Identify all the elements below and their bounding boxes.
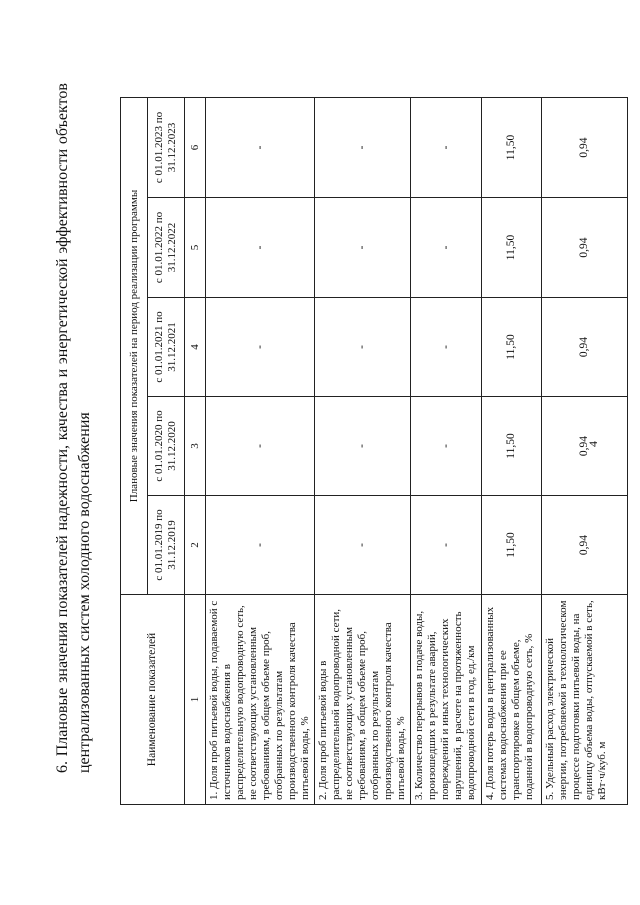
heading-line-2: централизованных систем холодного водоснабжения [76,412,93,773]
header-period-2019: с 01.01.2019 по 31.12.2019 [148,496,185,595]
table-row [411,97,482,804]
indicator-name: 4. Доля потерь воды в централизованных системах водоснабжения при ее транспортировке в общем объеме, поданной в водопроводную сеть, % [482,595,542,805]
header-planned-values: Плановые значения показателей на период реализации программы [121,97,148,594]
header-period-2023: с 01.01.2023 по 31.12.2023 [148,97,185,197]
table-row [315,97,411,804]
heading-word: 6. [54,761,71,773]
value-cell: 0,94 [542,298,628,397]
column-number: 5 [185,198,206,298]
value-cell: 11,50 [482,397,542,496]
indicators-table [120,97,628,805]
value-cell: - [206,97,315,197]
value-cell: - [411,97,482,197]
column-number: 6 [185,97,206,197]
value-cell: - [411,397,482,496]
value-cell: 0,94 [542,198,628,298]
header-period-2021: с 01.01.2021 по 31.12.2021 [148,298,185,397]
column-number: 2 [185,496,206,595]
table-row [482,97,542,804]
value-cell: - [315,298,411,397]
heading-word: показателей [54,535,71,618]
heading-word: энергетической [54,258,71,365]
value-cell: - [206,496,315,595]
heading-line-1 [52,83,74,773]
value-cell: 11,50 [482,298,542,397]
heading-word: эффективности [54,148,71,254]
header-indicator-name: Наименование показателей [121,595,185,805]
value-cell: 11,50 [482,198,542,298]
table-row [542,97,628,804]
value-cell: - [206,198,315,298]
value-cell: - [315,397,411,496]
value-cell: 11,50 [482,97,542,197]
heading-word: Плановые [54,687,71,757]
indicator-name: 5. Удельный расход электрической энергии, потребляемой в технологическом процессе подготовки питьевой воды, на единицу объема воды, отпускаемой в сеть, кВт·ч/куб. м [542,595,628,805]
heading-word: значения [54,621,71,683]
column-number: 3 [185,397,206,496]
value-cell: - [206,397,315,496]
value-cell: 0,94 [542,496,628,595]
value-cell: 0,94 [542,97,628,197]
value-cell: - [411,298,482,397]
value-cell: - [315,198,411,298]
heading-word: объектов [54,83,71,145]
value-cell: - [411,198,482,298]
value-cell: - [411,496,482,595]
heading-word: качества [54,382,71,441]
heading-word: надежности, [54,444,71,531]
value-cell: - [315,496,411,595]
value-cell: 11,50 [482,496,542,595]
column-number: 4 [185,298,206,397]
value-cell: 0,94 [542,397,628,496]
page-number: 4 [586,441,600,447]
value-cell: - [315,97,411,197]
column-number: 1 [185,595,206,805]
header-period-2020: с 01.01.2020 по 31.12.2020 [148,397,185,496]
heading-word: и [54,368,71,378]
header-period-2022: с 01.01.2022 по 31.12.2022 [148,198,185,298]
indicator-name: 1. Доля проб питьевой воды, подаваемой с источников водоснабжения в распределительную водопроводную сеть, не соответствующих установленным требованиям, в общем объеме проб, отобранных по результатам производственного контроля качества питьевой воды, % [206,595,315,805]
value-cell: - [206,298,315,397]
table-row [206,97,315,804]
indicator-name: 2. Доля проб питьевой воды в распределительной водопроводной сети, не соответствующих установленным требованиям, в общем объеме проб, отобранных по результатам производственного контроля качества питьевой воды, % [315,595,411,805]
column-number-row [185,97,206,804]
indicator-name: 3. Количество перерывов в подаче воды, произошедших в результате аварий, повреждений и иных технологических нарушений, в расчете на протяженность водопроводной сети в год, ед./км [411,595,482,805]
section-heading [52,83,96,773]
